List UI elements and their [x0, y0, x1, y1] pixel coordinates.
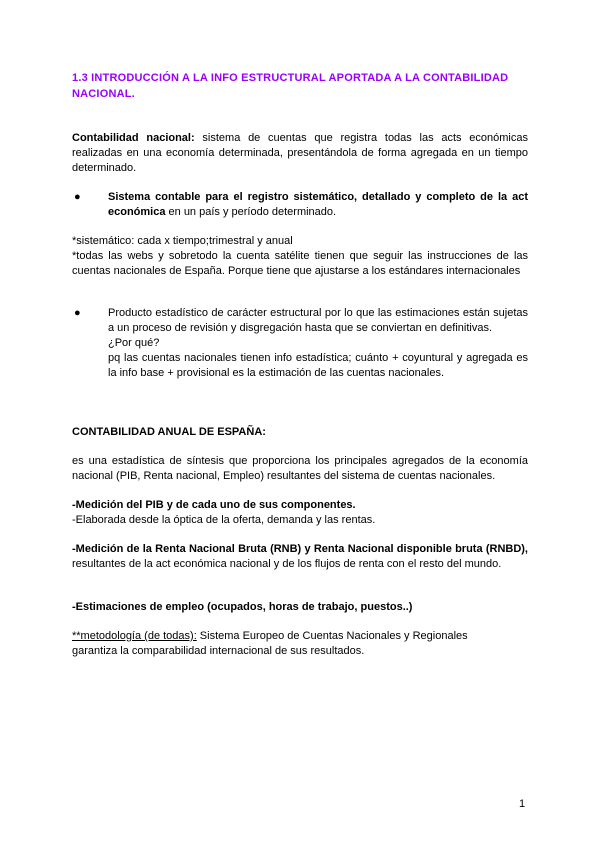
definition-paragraph	[72, 131, 528, 176]
bullet-item-sistema-contable	[74, 190, 528, 220]
note-cuentas-satelite: *todas las webs y sobretodo la cuenta satélite tienen que seguir las instrucciones de las cuentas nacionales de España. Porque tiene que ajustarse a los estándares internacionales	[72, 250, 528, 277]
bullet1-bold-text: Sistema contable para el registro sistemático, detallado y completo de la act económica	[108, 191, 528, 218]
bullet1-text: en un país y período determinado.	[165, 206, 337, 218]
definition-text: sistema de cuentas que registra todas las acts económicas realizadas en una economía determinada, presentándola de forma agregada en un tiempo determinado.	[72, 132, 528, 174]
bullet2-question: ¿Por qué?	[108, 337, 160, 349]
metodologia-line1: Sistema Europeo de Cuentas Nacionales y Regionales	[196, 630, 468, 642]
page-number: 1	[519, 798, 526, 810]
bullet-item-producto-estadistico	[74, 306, 528, 381]
item-pib	[72, 498, 528, 528]
bullet2-text: Producto estadístico de carácter estructural por lo que las estimaciones están sujetas a un proceso de revisión y disgregación hasta que se conviertan en definitivas.	[108, 307, 528, 334]
item-pib-title: -Medición del PIB y de cada uno de sus componentes.	[72, 499, 356, 511]
bullet2-answer: pq las cuentas nacionales tienen info estadística; cuánto + coyuntural y agregada es la info base + provisional es la estimación de las cuentas nacionales.	[108, 352, 528, 379]
item-rnb-title: -Medición de la Renta Nacional Bruta (RNB) y Renta Nacional disponible bruta (RNBD),	[72, 543, 528, 555]
item-pib-text: -Elaborada desde la óptica de la oferta, demanda y las rentas.	[72, 514, 376, 526]
metodologia-line2: garantiza la comparabilidad internacional de sus resultados.	[72, 645, 365, 657]
item-rnb	[72, 542, 528, 572]
bullet-dot-icon: ●	[74, 307, 81, 319]
note-sistematico: *sistemático: cada x tiempo;trimestral y anual	[72, 235, 293, 247]
anual-description: es una estadística de síntesis que proporciona los principales agregados de la economía nacional (PIB, Renta nacional, Empleo) resultantes del sistema de cuentas nacionales.	[72, 455, 528, 482]
item-rnb-text: resultantes de la act económica nacional y de los flujos de renta con el resto del mundo.	[72, 558, 502, 570]
section-heading: 1.3 INTRODUCCIÓN A LA INFO ESTRUCTURAL APORTADA A LA CONTABILIDAD NACIONAL.	[72, 72, 509, 100]
metodologia-label: **metodología (de todas):	[72, 630, 197, 642]
definition-term: Contabilidad nacional:	[72, 132, 195, 144]
subheading-contabilidad-anual: CONTABILIDAD ANUAL DE ESPAÑA:	[72, 426, 266, 438]
metodologia-note	[72, 629, 528, 659]
bullet-dot-icon: ●	[74, 191, 81, 203]
item-empleo-title: -Estimaciones de empleo (ocupados, horas de trabajo, puestos..)	[72, 601, 413, 613]
